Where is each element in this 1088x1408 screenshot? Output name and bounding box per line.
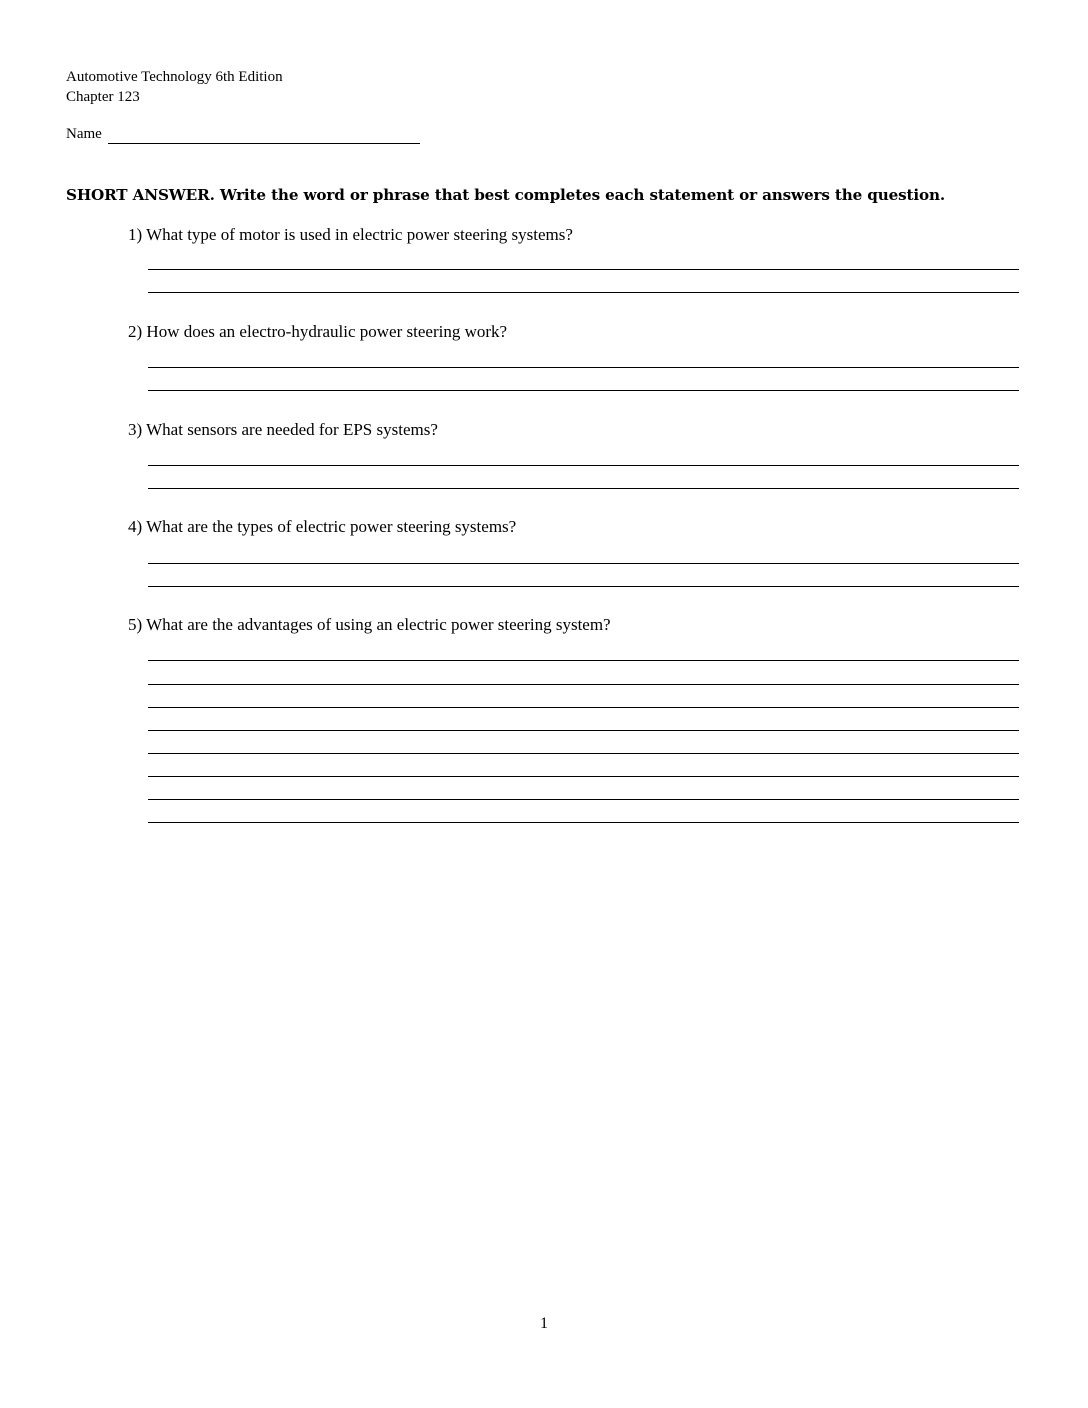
question-3	[128, 420, 438, 440]
section-instructions: SHORT ANSWER. Write the word or phrase that best completes each statement or answers the question.	[66, 186, 946, 204]
answer-line[interactable]	[148, 563, 1019, 564]
answer-line[interactable]	[148, 799, 1019, 800]
chapter-label: Chapter 123	[66, 89, 140, 105]
answer-line[interactable]	[148, 269, 1019, 270]
name-input-line[interactable]	[108, 143, 420, 144]
question-number: 4)	[128, 517, 143, 536]
answer-line[interactable]	[148, 367, 1019, 368]
answer-line[interactable]	[148, 707, 1019, 708]
answer-line[interactable]	[148, 465, 1019, 466]
answer-line[interactable]	[148, 390, 1019, 391]
question-number: 3)	[128, 420, 143, 439]
answer-line[interactable]	[148, 684, 1019, 685]
question-number: 5)	[128, 615, 143, 634]
question-number: 1)	[128, 225, 143, 244]
answer-line[interactable]	[148, 292, 1019, 293]
book-title: Automotive Technology 6th Edition	[66, 69, 283, 85]
question-1	[128, 225, 573, 245]
question-text: How does an electro-hydraulic power steering work?	[146, 322, 508, 341]
answer-line[interactable]	[148, 753, 1019, 754]
question-5	[128, 615, 611, 635]
answer-line[interactable]	[148, 822, 1019, 823]
question-4	[128, 517, 516, 537]
question-text: What type of motor is used in electric power steering systems?	[146, 225, 573, 244]
answer-line[interactable]	[148, 586, 1019, 587]
answer-line[interactable]	[148, 488, 1019, 489]
question-text: What sensors are needed for EPS systems?	[146, 420, 438, 439]
answer-line[interactable]	[148, 730, 1019, 731]
name-label: Name	[66, 126, 102, 142]
question-2	[128, 322, 507, 342]
question-number: 2)	[128, 322, 143, 341]
question-text: What are the types of electric power steering systems?	[146, 517, 517, 536]
answer-line[interactable]	[148, 776, 1019, 777]
question-text: What are the advantages of using an electric power steering system?	[146, 615, 611, 634]
answer-line[interactable]	[148, 660, 1019, 661]
page-number: 1	[540, 1315, 548, 1332]
